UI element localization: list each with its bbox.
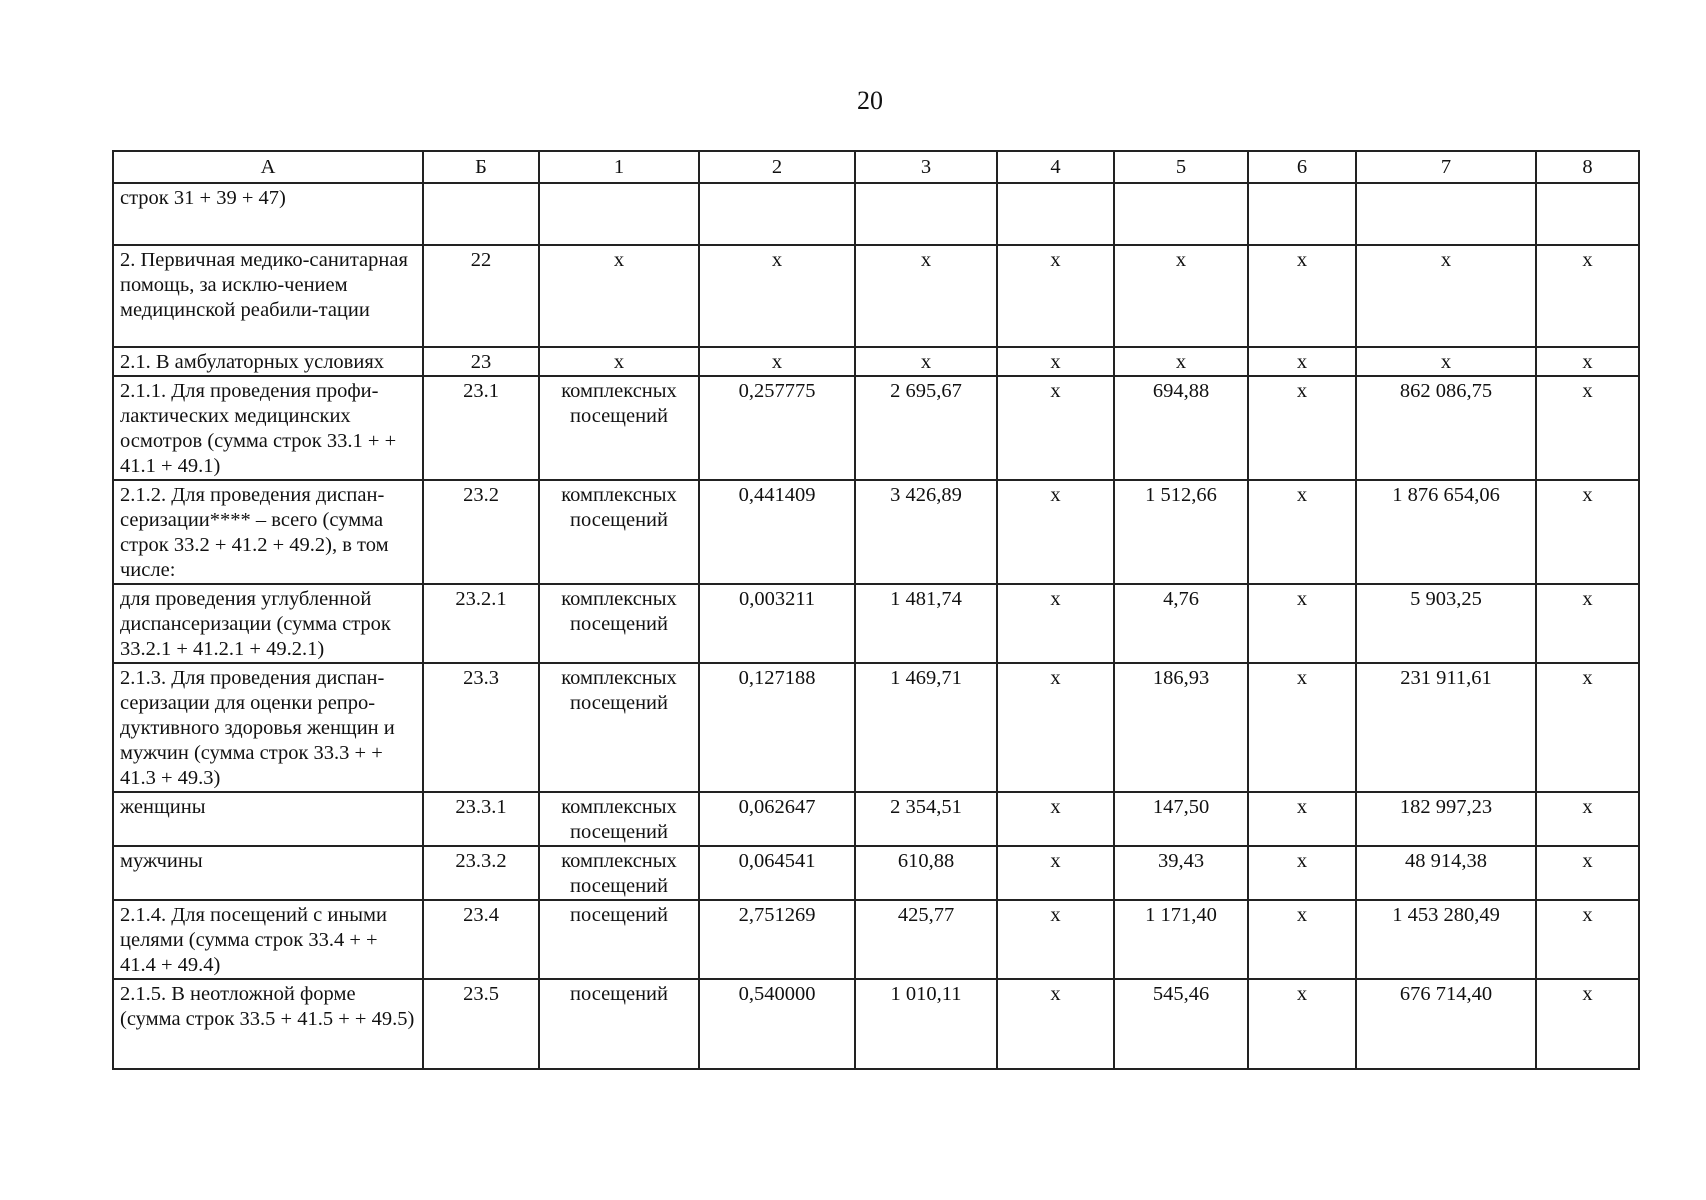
table-cell: 147,50 [1114,792,1248,846]
table-cell: х [1248,900,1356,979]
table-cell: х [1536,376,1639,480]
page-number: 20 [857,86,883,115]
table-cell: х [539,245,699,347]
column-header: А [113,151,423,183]
table-cell: 39,43 [1114,846,1248,900]
table-row [113,245,1639,347]
table-row [113,183,1639,245]
row-label-cell: 2.1. В амбулаторных условиях [113,347,423,376]
table-cell: комплексных посещений [539,663,699,792]
table-cell: 676 714,40 [1356,979,1536,1069]
table-cell: х [997,376,1114,480]
table-cell: х [997,792,1114,846]
table-body [113,183,1639,1069]
row-label-cell: 2.1.5. В неотложной форме (сумма строк 33.5 + 41.5 + + 49.5) [113,979,423,1069]
table-cell: 2 695,67 [855,376,997,480]
table-cell: х [1248,979,1356,1069]
table-cell: х [1248,480,1356,584]
table-row [113,663,1639,792]
table-cell: 1 512,66 [1114,480,1248,584]
table-cell: 0,062647 [699,792,855,846]
table-cell: х [1536,979,1639,1069]
table-cell: 2 354,51 [855,792,997,846]
column-header: 5 [1114,151,1248,183]
table-cell: х [1536,245,1639,347]
table-cell: 0,064541 [699,846,855,900]
table-cell: 0,127188 [699,663,855,792]
table-cell: х [1114,347,1248,376]
table-cell: 3 426,89 [855,480,997,584]
table-cell: комплексных посещений [539,376,699,480]
row-label-cell: для проведения углубленной диспансеризации (сумма строк 33.2.1 + 41.2.1 + 49.2.1) [113,584,423,663]
table-cell: х [699,347,855,376]
table-cell: посещений [539,979,699,1069]
table-cell: х [997,979,1114,1069]
table-cell: 23.2 [423,480,539,584]
table-cell: х [1248,846,1356,900]
table-cell: 23.4 [423,900,539,979]
table-row [113,376,1639,480]
table-cell: 1 010,11 [855,979,997,1069]
table-cell: х [997,900,1114,979]
table-cell: 0,257775 [699,376,855,480]
table-cell: 23.1 [423,376,539,480]
table-cell: 5 903,25 [1356,584,1536,663]
table-row [113,347,1639,376]
data-table [112,150,1640,1070]
table-cell: 1 876 654,06 [1356,480,1536,584]
column-header: Б [423,151,539,183]
table-cell: 23.5 [423,979,539,1069]
column-header: 8 [1536,151,1639,183]
table-cell: 22 [423,245,539,347]
row-label-cell: 2.1.3. Для проведения диспан-серизации для оценки репро-дуктивного здоровья женщин и мужчин (сумма строк 33.3 + + 41.3 + 49.3) [113,663,423,792]
column-header: 6 [1248,151,1356,183]
table-cell: 545,46 [1114,979,1248,1069]
table-cell: 1 469,71 [855,663,997,792]
row-label-cell: 2.1.4. Для посещений с иными целями (сумма строк 33.4 + + 41.4 + 49.4) [113,900,423,979]
table-cell: х [1536,846,1639,900]
table-cell [855,183,997,245]
table-cell: 610,88 [855,846,997,900]
table-cell: комплексных посещений [539,584,699,663]
table-cell: х [1536,480,1639,584]
table-cell: х [1248,792,1356,846]
table-cell: 182 997,23 [1356,792,1536,846]
table-row [113,846,1639,900]
table-cell: 186,93 [1114,663,1248,792]
table-cell: 48 914,38 [1356,846,1536,900]
table-cell: комплексных посещений [539,480,699,584]
table-cell [539,183,699,245]
table-cell: комплексных посещений [539,846,699,900]
table-cell: х [1114,245,1248,347]
table-cell: х [539,347,699,376]
table-row [113,900,1639,979]
table-cell: х [997,245,1114,347]
table-header-row [113,151,1639,183]
table-cell: 23.2.1 [423,584,539,663]
row-label-cell: 2. Первичная медико-санитарная помощь, за исклю-чением медицинской реабили-тации [113,245,423,347]
table-cell: 1 481,74 [855,584,997,663]
table-cell: х [1536,792,1639,846]
table-cell: 231 911,61 [1356,663,1536,792]
table-cell: 23.3 [423,663,539,792]
table-cell: х [1248,376,1356,480]
table-cell [699,183,855,245]
table-cell: посещений [539,900,699,979]
column-header: 3 [855,151,997,183]
table-row [113,792,1639,846]
table-cell: 23.3.2 [423,846,539,900]
table-cell [1356,183,1536,245]
table-cell [1114,183,1248,245]
table-cell: х [1248,584,1356,663]
column-header: 2 [699,151,855,183]
row-label-cell: 2.1.2. Для проведения диспан-серизации**** – всего (сумма строк 33.2 + 41.2 + 49.2), в том числе: [113,480,423,584]
table-cell: х [699,245,855,347]
table-cell: х [855,245,997,347]
table-cell: 694,88 [1114,376,1248,480]
column-header: 1 [539,151,699,183]
table-cell [997,183,1114,245]
table-cell: х [1536,347,1639,376]
table-cell: 23 [423,347,539,376]
table-cell: х [1248,347,1356,376]
row-label-cell: женщины [113,792,423,846]
table-cell: 4,76 [1114,584,1248,663]
row-label-cell: мужчины [113,846,423,900]
table-cell: х [1536,900,1639,979]
row-label-cell: строк 31 + 39 + 47) [113,183,423,245]
table-cell: х [997,663,1114,792]
row-label-cell: 2.1.1. Для проведения профи-лактических медицинских осмотров (сумма строк 33.1 + + 41.1 + 49.1) [113,376,423,480]
table-cell: х [1248,663,1356,792]
table-cell: х [997,347,1114,376]
column-header: 7 [1356,151,1536,183]
table-cell: х [997,480,1114,584]
table-cell [423,183,539,245]
table-cell: 0,003211 [699,584,855,663]
table-cell: 1 171,40 [1114,900,1248,979]
table-row [113,480,1639,584]
table-cell: х [1356,245,1536,347]
table-row [113,584,1639,663]
table-cell: комплексных посещений [539,792,699,846]
table-cell: х [1356,347,1536,376]
table-cell [1248,183,1356,245]
table-cell: х [997,584,1114,663]
table-cell [1536,183,1639,245]
table-cell: х [1248,245,1356,347]
table-cell: х [1536,663,1639,792]
table-row [113,979,1639,1069]
table-cell: 1 453 280,49 [1356,900,1536,979]
table-cell: х [1536,584,1639,663]
column-header: 4 [997,151,1114,183]
table-cell: х [997,846,1114,900]
table-cell: х [855,347,997,376]
table-cell: 0,441409 [699,480,855,584]
table-cell: 425,77 [855,900,997,979]
table-cell: 0,540000 [699,979,855,1069]
table-cell: 862 086,75 [1356,376,1536,480]
table-cell: 2,751269 [699,900,855,979]
table-cell: 23.3.1 [423,792,539,846]
